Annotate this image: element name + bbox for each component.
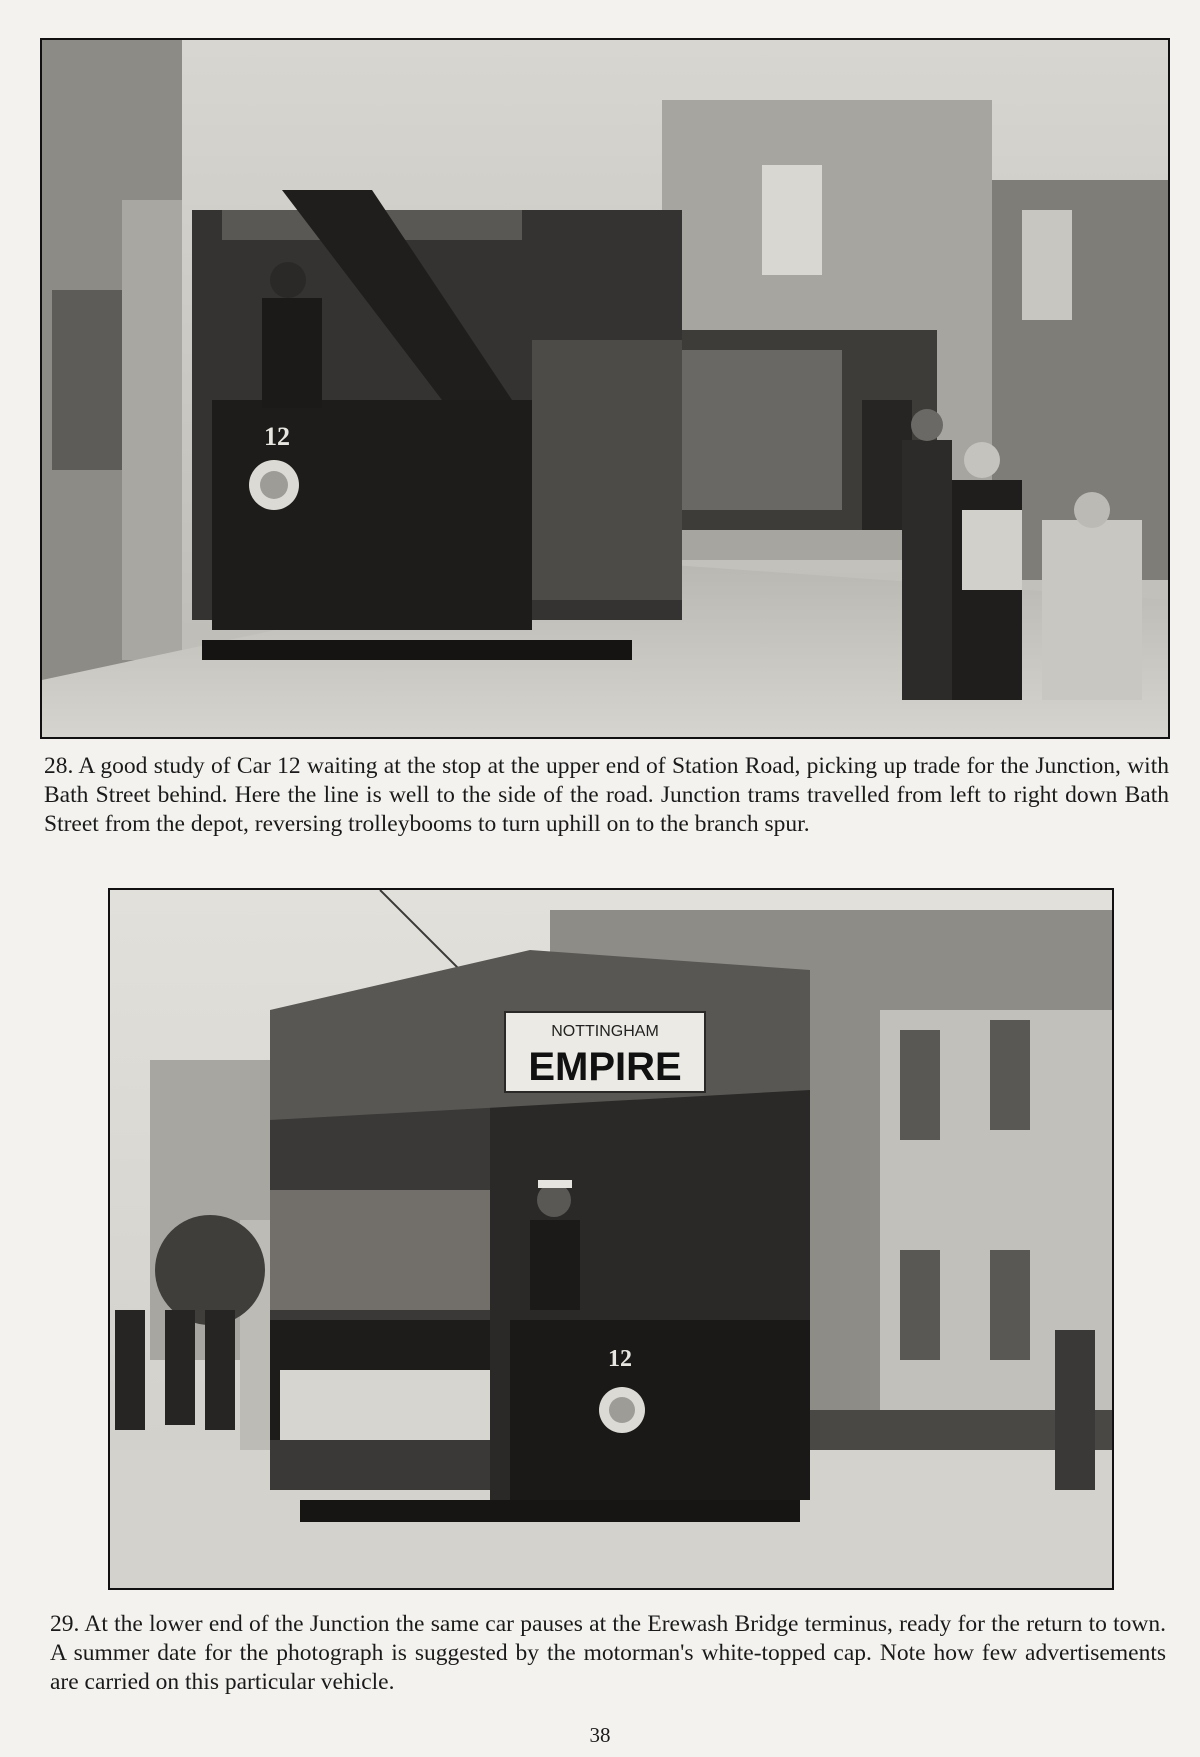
photo-tram-erewash-bridge [108,888,1114,1590]
tram-number-plate: 12 [264,422,290,451]
photo-2-image [110,890,1112,1588]
page-number: 38 [589,1723,611,1747]
destination-board-top: NOTTINGHAM [551,1023,659,1040]
photo-1-image [42,40,1168,737]
photo-caption-28: 28. A good study of Car 12 waiting at the stop at the upper end of Station Road, picking up trade for the Junction, with Bath Street behind. Here the line is well to the side of the road. Junction trams travelled from left to right down Bath Street from the depot, reversing trolleybooms to turn uphill on to the branch spur. [44,753,1169,837]
photo-caption-29: 29. At the lower end of the Junction the same car pauses at the Erewash Bridge terminus, ready for the return to town. A summer date for the photograph is suggested by the motorman's white-topped cap. Note how few advertisements are carried on this particular vehicle. [50,1611,1166,1695]
destination-board-main: EMPIRE [528,1045,682,1089]
photo-tram-station-road [40,38,1170,739]
tram-number-plate: 12 [608,1346,632,1372]
